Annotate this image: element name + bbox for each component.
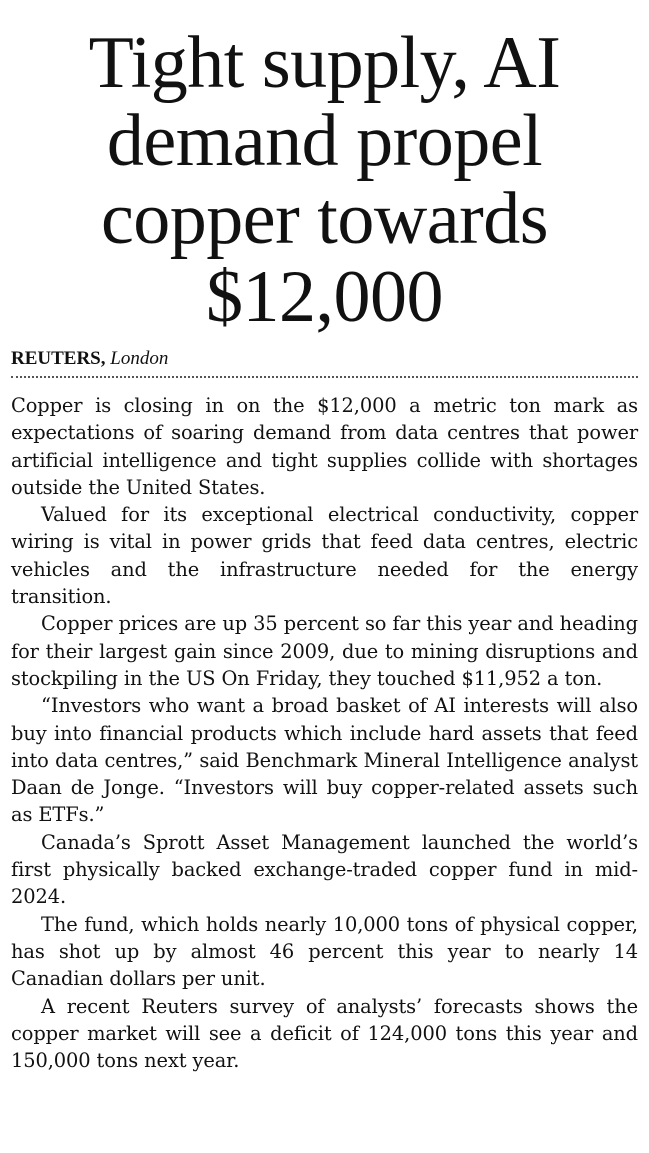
paragraph: The fund, which holds nearly 10,000 tons of physical copper, has shot up by almost 46 percent this year to nearly 14 Canadian dollars per unit. bbox=[11, 912, 638, 991]
news-article bbox=[11, 0, 638, 1074]
paragraph: A recent Reuters survey of analysts’ forecasts shows the copper market will see a deficit of 124,000 tons this year and 150,000 tons next year. bbox=[11, 994, 638, 1073]
paragraph: Canada’s Sprott Asset Management launched the world’s first physically backed exchange-traded copper fund in mid-2024. bbox=[11, 830, 638, 909]
byline bbox=[11, 348, 638, 370]
byline-location: London bbox=[110, 348, 169, 369]
paragraph: “Investors who want a broad basket of AI interests will also buy into financial products which include hard assets that feed into data centres,” said Benchmark Mineral Intelligence analyst Daan de Jonge. “Investors will buy copper-related assets such as ETFs.” bbox=[11, 694, 638, 827]
dotted-divider bbox=[11, 376, 638, 378]
byline-agency: REUTERS, bbox=[11, 348, 106, 369]
article-body bbox=[11, 392, 638, 1074]
paragraph: Copper prices are up 35 percent so far this year and heading for their largest gain since 2009, due to mining disruptions and stockpiling in the US On Friday, they touched $11,952 a ton. bbox=[11, 612, 638, 690]
paragraph: Copper is closing in on the $12,000 a metric ton mark as expectations of soaring demand from data centres that power artificial intelligence and tight supplies collide with shortages outside the United States. bbox=[11, 394, 638, 499]
paragraph: Valued for its exceptional electrical conductivity, copper wiring is vital in power grids that feed data centres, electric vehicles and the infrastructure needed for the energy transition. bbox=[11, 503, 638, 609]
headline: Tight supply, AI demand propel copper towards $12,000 bbox=[88, 22, 561, 338]
